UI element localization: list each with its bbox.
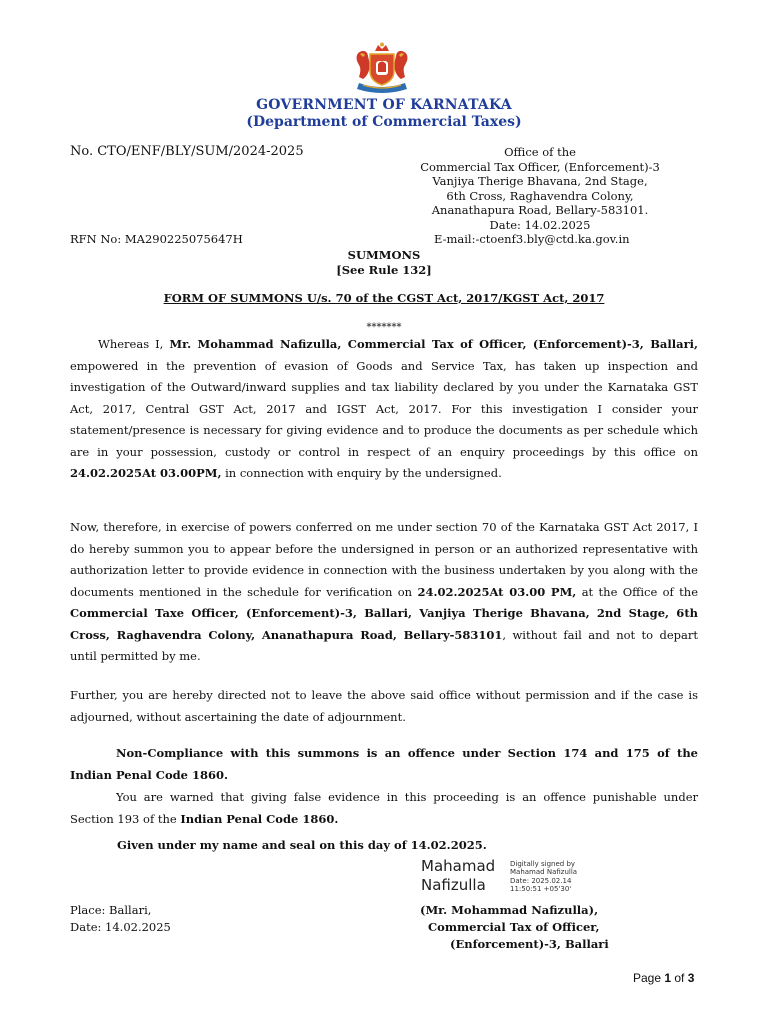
page-number — [633, 971, 694, 985]
office-address-bold: Commercial Taxe Officer, (Enforcement)-3, Ballari, Vanjiya Therige Bhavana, 2nd Stage, 6th Cross, Raghavendra Colony, Ananathapura Road, Bellary-583101 — [70, 606, 698, 642]
page-current: 1 — [664, 971, 672, 985]
signer-line: (Enforcement)-3, Ballari — [450, 937, 609, 951]
office-email: E-mail:-ctoenf3.bly@ctd.ka.gov.in — [434, 232, 630, 246]
rfn-number: RFN No: MA290225075647H — [70, 232, 243, 246]
signer-line: (Mr. Mohammad Nafizulla), — [420, 903, 599, 917]
signer-block — [410, 902, 620, 953]
page-prefix: Page — [633, 971, 665, 985]
hearing-date-bold: 24.02.2025At 03.00 PM, — [417, 584, 577, 599]
digital-signature-name — [421, 857, 495, 895]
office-date: Date: 14.02.2025 — [489, 217, 591, 232]
ipc-bold: Indian Penal Code 1860. — [180, 811, 339, 826]
paragraph-further: Further, you are hereby directed not to leave the above said office without permission and if the case is adjourned, without ascertaining the date of adjournment. — [70, 688, 698, 724]
form-title: FORM OF SUMMONS U/s. 70 of the CGST Act, 2017/KGST Act, 2017 — [163, 291, 605, 305]
reference-number: No. CTO/ENF/BLY/SUM/2024-2025 — [70, 144, 304, 159]
text-span: at the Office of the — [576, 584, 699, 599]
karnataka-state-emblem-icon — [351, 41, 413, 95]
paragraph-noncompliance — [70, 743, 698, 786]
office-line: Vanjiya Therige Bhavana, 2nd Stage, — [432, 174, 648, 189]
signature-detail-line: Mahamad Nafizulla — [510, 868, 578, 877]
signature-detail-line: 11:50:51 +05'30' — [510, 884, 572, 893]
government-heading: GOVERNMENT OF KARNATAKA — [256, 97, 512, 113]
text-span: empowered in the prevention of evasion of Goods and Service Tax, has taken up inspection and investigation of the Outward/inward supplies and tax liability declared by you under the Karnataka GST Act, 2017, Central GST Act, 2017 and IGST Act, 2017. For this investigation I consider your statement/presence is necessary for giving evidence and to produce the documents as per schedule which are in your possession, custody or control in respect of an enquiry proceedings by this office on — [70, 358, 698, 459]
noncompliance-bold: Non-Compliance with this summons is an offence under Section 174 and 175 of the Indian Penal Code 1860. — [70, 746, 698, 782]
paragraph-summon — [70, 517, 698, 668]
department-heading: (Department of Commercial Taxes) — [246, 114, 522, 130]
digital-signature-details — [510, 860, 577, 893]
office-address — [400, 145, 680, 233]
officer-name-bold: Mr. Mohammad Nafizulla, Commercial Tax of Officer, (Enforcement)-3, Ballari, — [169, 337, 698, 351]
page-total: 3 — [687, 971, 695, 985]
office-line: Ananathapura Road, Bellary-583101. — [431, 203, 649, 218]
office-line: 6th Cross, Raghavendra Colony, — [446, 188, 634, 203]
office-line: Commercial Tax Officer, (Enforcement)-3 — [420, 159, 660, 174]
place-label: Place: Ballari, — [70, 903, 152, 917]
rule-reference: [See Rule 132] — [336, 263, 432, 277]
text-span: Now, therefore, in exercise of powers conferred on me under section 70 of the Karnataka GST Act 2017, I do hereby summon you to appear before the undersigned in person or an authorized representative with authorization letter to provide evidence in connection with the business undertaken by you along with the documents mentioned in the schedule for verification on — [70, 520, 698, 599]
separator-stars: ******* — [366, 322, 402, 333]
text-span: Whereas I, — [98, 337, 170, 351]
hearing-date-bold: 24.02.2025At 03.00PM, — [70, 466, 222, 480]
text-span: You are warned that giving false evidence in this proceeding is an offence punishable under Section 193 of the — [70, 790, 698, 826]
signer-line: Commercial Tax of Officer, — [428, 920, 600, 934]
signature-detail-line: Digitally signed by — [510, 860, 576, 868]
given-under-seal: Given under my name and seal on this day of 14.02.2025. — [117, 838, 487, 852]
text-span: , without fail and not to depart until permitted by me. — [70, 627, 698, 663]
paragraph-whereas — [70, 334, 698, 485]
date-label: Date: 14.02.2025 — [70, 920, 171, 934]
text-span: in connection with enquiry by the undersigned. — [221, 466, 502, 480]
paragraph-warning — [70, 787, 698, 830]
signature-name-line: Nafizulla — [421, 876, 486, 894]
signature-name-line: Mahamad — [421, 857, 496, 875]
summons-title: SUMMONS — [347, 248, 421, 262]
office-line: Office of the — [504, 145, 576, 159]
signature-detail-line: Date: 2025.02.14 — [510, 876, 572, 885]
page-mid: of — [671, 971, 688, 985]
